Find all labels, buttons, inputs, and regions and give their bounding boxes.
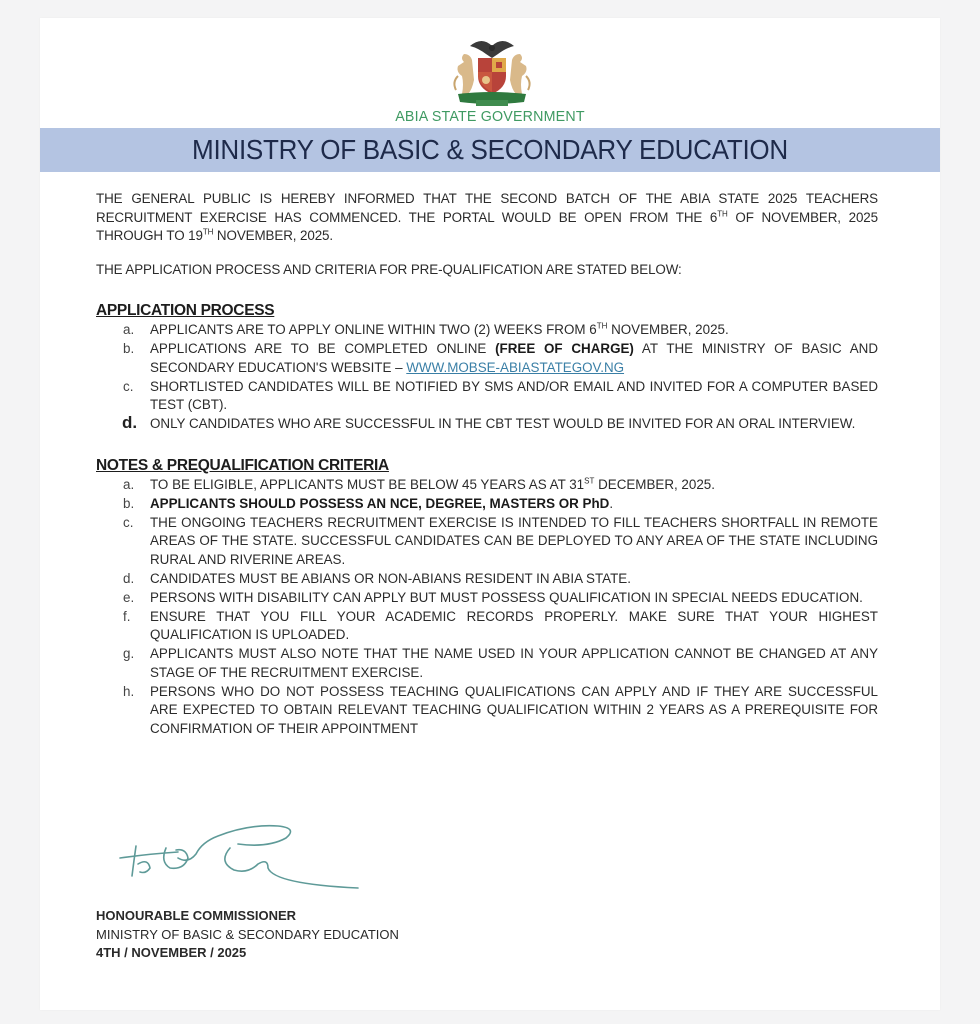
item-text: ONLY CANDIDATES WHO ARE SUCCESSFUL IN THE CBT TEST WOULD BE INVITED FOR AN ORAL INTERVIEW. bbox=[150, 416, 856, 431]
superscript: TH bbox=[717, 209, 728, 219]
item-text: . bbox=[609, 495, 614, 511]
list-item bbox=[96, 495, 878, 514]
application-process-list bbox=[96, 321, 878, 434]
list-item bbox=[96, 378, 878, 415]
item-text: AT THE MINISTRY OF BASIC AND SECONDARY EDUCATION'S WEBSITE – bbox=[150, 341, 879, 375]
list-item bbox=[96, 476, 878, 495]
list-letter: g. bbox=[123, 646, 135, 661]
notice-date: 4TH / NOVEMBER / 2025 bbox=[96, 945, 247, 960]
list-item bbox=[96, 570, 878, 589]
superscript: ST bbox=[584, 476, 595, 486]
item-text: APPLICATIONS ARE TO BE COMPLETED ONLINE bbox=[150, 341, 496, 356]
criteria-heading: NOTES & PREQUALIFICATION CRITERIA bbox=[96, 456, 389, 474]
list-letter: f. bbox=[123, 608, 131, 624]
list-item bbox=[96, 321, 878, 340]
signatory-ministry: MINISTRY OF BASIC & SECONDARY EDUCATION bbox=[96, 926, 399, 942]
list-letter: b. bbox=[123, 495, 135, 511]
list-item bbox=[96, 608, 878, 645]
document-page bbox=[40, 18, 940, 1010]
application-process-heading: APPLICATION PROCESS bbox=[96, 302, 275, 319]
item-text: THE ONGOING TEACHERS RECRUITMENT EXERCISE IS INTENDED TO FILL TEACHERS SHORTFALL IN REMOTE AREAS OF THE STATE. SUCCESSFUL CANDIDATES CAN BE DEPLOYED TO ANY AREA OF THE STATE INCLUDING RURAL AND RIVERINE AREAS. bbox=[150, 514, 878, 567]
free-of-charge-emphasis: (FREE OF CHARGE) bbox=[495, 341, 634, 356]
signature-icon bbox=[118, 818, 368, 893]
item-text: TO BE ELIGIBLE, APPLICANTS MUST BE BELOW 45 YEARS AS AT 31 bbox=[150, 476, 585, 492]
item-text: APPLICANTS ARE TO APPLY ONLINE WITHIN TWO (2) WEEKS FROM 6 bbox=[150, 322, 597, 337]
superscript: TH bbox=[202, 227, 214, 237]
list-item bbox=[96, 589, 878, 608]
government-name: ABIA STATE GOVERNMENT bbox=[395, 108, 585, 125]
ministry-website-link[interactable]: WWW.MOBSE-ABIASTATEGOV.NG bbox=[406, 359, 625, 375]
ministry-title: MINISTRY OF BASIC & SECONDARY EDUCATION bbox=[192, 134, 788, 165]
list-item bbox=[96, 415, 878, 434]
item-text: NOVEMBER, 2025. bbox=[607, 322, 729, 337]
list-letter: d. bbox=[123, 570, 135, 586]
list-letter: d. bbox=[122, 413, 138, 432]
item-text: DECEMBER, 2025. bbox=[594, 476, 715, 492]
intro-paragraph bbox=[96, 190, 878, 246]
list-letter: a. bbox=[123, 476, 135, 492]
criteria-list bbox=[96, 476, 878, 739]
item-text: ENSURE THAT YOU FILL YOUR ACADEMIC RECORDS PROPERLY. MAKE SURE THAT YOUR HIGHEST QUALIFICATION IS UPLOADED. bbox=[150, 608, 878, 642]
intro-text-2: OF NOVEMBER, 2025 THROUGH TO 19 bbox=[96, 209, 878, 243]
list-letter: e. bbox=[123, 589, 135, 605]
ministry-banner bbox=[40, 128, 940, 172]
list-letter: c. bbox=[123, 514, 134, 530]
notice-body bbox=[96, 190, 878, 739]
list-letter: a. bbox=[123, 322, 135, 337]
signoff-block bbox=[96, 907, 399, 963]
item-text: APPLICANTS MUST ALSO NOTE THAT THE NAME USED IN YOUR APPLICATION CANNOT BE CHANGED AT ANY STAGE OF THE RECRUITMENT EXERCISE. bbox=[150, 646, 878, 680]
item-text: SHORTLISTED CANDIDATES WILL BE NOTIFIED BY SMS AND/OR EMAIL AND INVITED FOR A COMPUTER BASED TEST (CBT). bbox=[150, 378, 878, 412]
signatory-title: HONOURABLE COMMISSIONER bbox=[96, 908, 297, 923]
list-item bbox=[96, 514, 878, 570]
item-text: PERSONS WHO DO NOT POSSESS TEACHING QUALIFICATIONS CAN APPLY AND IF THEY ARE SUCCESSFUL ARE EXPECTED TO OBTAIN RELEVANT TEACHING QUALIFICATION WITHIN 2 YEARS AS A PREREQUISITE FOR CONFIRMATION OF THEIR APPOINTMENT bbox=[150, 683, 878, 736]
coat-of-arms-icon bbox=[442, 32, 542, 112]
superscript: TH bbox=[596, 321, 608, 331]
criteria-intro-paragraph: THE APPLICATION PROCESS AND CRITERIA FOR PRE-QUALIFICATION ARE STATED BELOW: bbox=[96, 261, 682, 277]
item-text: CANDIDATES MUST BE ABIANS OR NON-ABIANS RESIDENT IN ABIA STATE. bbox=[150, 570, 631, 586]
qualification-emphasis: APPLICANTS SHOULD POSSESS AN NCE, DEGREE, MASTERS OR PhD bbox=[150, 495, 610, 511]
list-letter: c. bbox=[123, 378, 134, 394]
list-letter: h. bbox=[123, 683, 135, 699]
intro-text-3: NOVEMBER, 2025. bbox=[213, 228, 334, 243]
intro-text-1: THE GENERAL PUBLIC IS HEREBY INFORMED THAT THE SECOND BATCH OF THE ABIA STATE 2025 TEACHERS RECRUITMENT EXERCISE HAS COMMENCED. THE PORTAL WOULD BE OPEN FROM THE 6 bbox=[96, 191, 878, 225]
list-item bbox=[96, 683, 878, 739]
item-text: PERSONS WITH DISABILITY CAN APPLY BUT MUST POSSESS QUALIFICATION IN SPECIAL NEEDS EDUCATION. bbox=[150, 589, 863, 605]
list-letter: b. bbox=[123, 341, 135, 356]
list-item bbox=[96, 340, 878, 377]
list-item bbox=[96, 645, 878, 682]
